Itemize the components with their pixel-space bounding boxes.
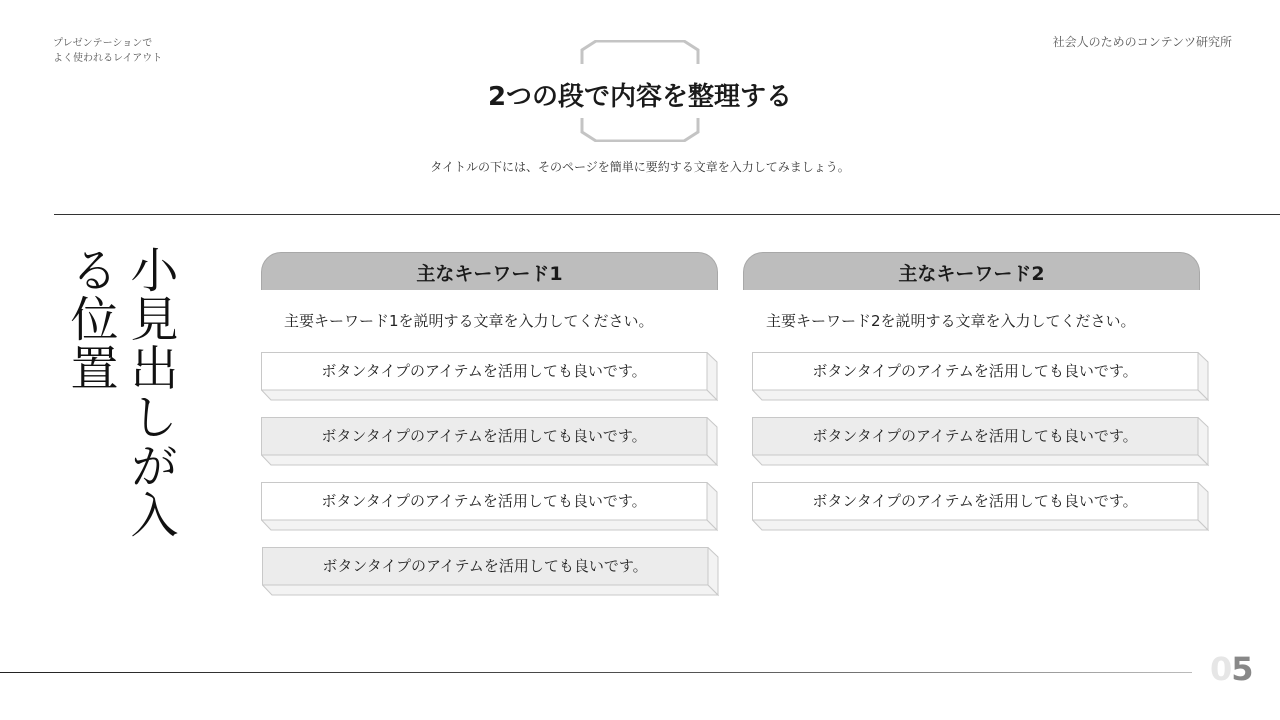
item-button[interactable] xyxy=(752,352,1208,400)
item-button[interactable] xyxy=(752,417,1208,465)
item-button-label: ボタンタイプのアイテムを活用しても良いです。 xyxy=(812,427,1138,445)
page-number-prefix: 0 xyxy=(1210,650,1232,688)
page-number-digit: 5 xyxy=(1231,650,1253,688)
item-button-label: ボタンタイプのアイテムを活用しても良いです。 xyxy=(812,492,1138,510)
item-button[interactable] xyxy=(261,417,717,465)
item-button-label: ボタンタイプのアイテムを活用しても良いです。 xyxy=(321,492,647,510)
keyword-header-2: 主なキーワード2 xyxy=(743,252,1200,290)
keyword-description-1: 主要キーワード1を説明する文章を入力してください。 xyxy=(284,312,654,330)
item-button-label: ボタンタイプのアイテムを活用しても良いです。 xyxy=(321,427,647,445)
item-button[interactable] xyxy=(261,482,717,530)
top-divider xyxy=(54,214,1280,215)
page-title: 2つの段で内容を整理する xyxy=(487,82,793,112)
item-button[interactable] xyxy=(262,547,718,595)
item-button-label: ボタンタイプのアイテムを活用しても良いです。 xyxy=(321,362,647,380)
page-number xyxy=(1210,650,1253,688)
layout-caption: プレゼンテーションで よく使われるレイアウト xyxy=(53,38,163,64)
item-button-label: ボタンタイプのアイテムを活用しても良いです。 xyxy=(812,362,1138,380)
side-heading: 小見出しが入る位置 xyxy=(62,245,178,539)
bottom-divider xyxy=(0,672,1192,673)
page-subtitle: タイトルの下には、そのページを簡単に要約する文章を入力してみましょう。 xyxy=(430,160,850,174)
organization-name: 社会人のためのコンテンツ研究所 xyxy=(1052,35,1232,49)
keyword-description-2: 主要キーワード2を説明する文章を入力してください。 xyxy=(766,312,1136,330)
item-button[interactable] xyxy=(752,482,1208,530)
item-button-label: ボタンタイプのアイテムを活用しても良いです。 xyxy=(322,557,648,575)
keyword-header-1: 主なキーワード1 xyxy=(261,252,718,290)
item-button[interactable] xyxy=(261,352,717,400)
